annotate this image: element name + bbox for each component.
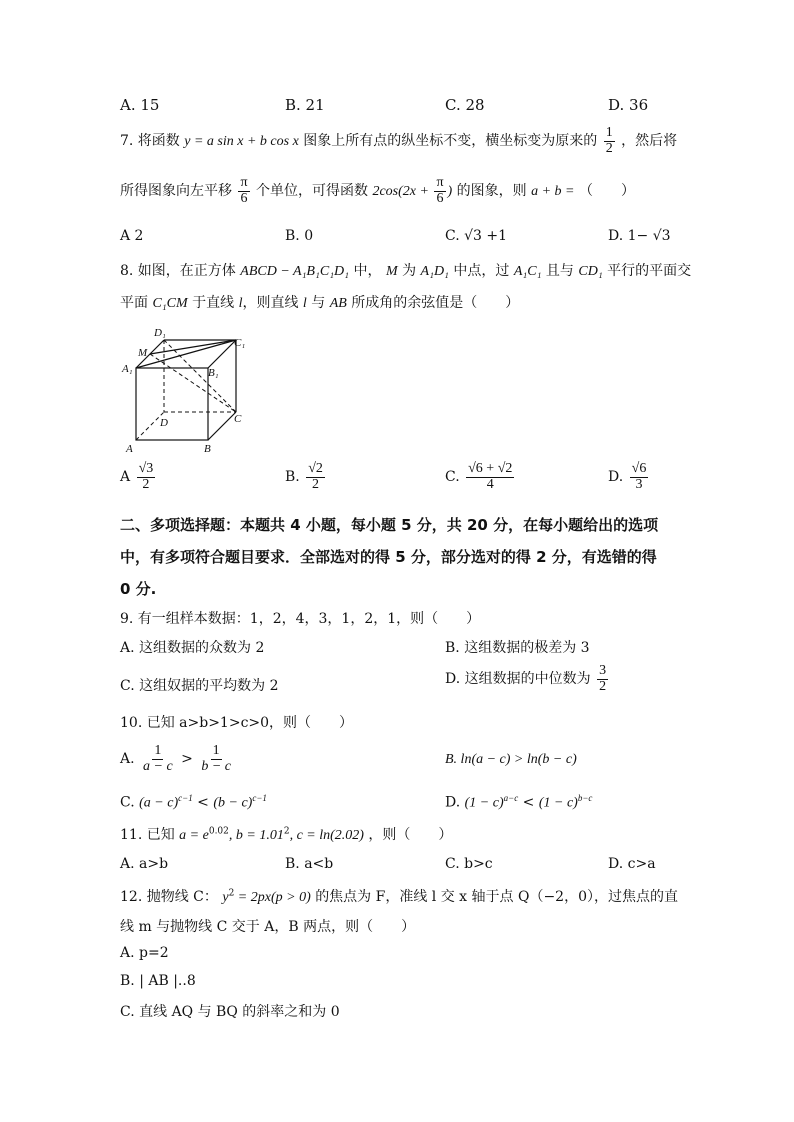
label-m: M [138, 347, 148, 359]
q9-stem: 9. 有一组样本数据：1，2，4，3，1，2，1，则（ ） [120, 611, 481, 627]
q8-line1d: 中点，过 [453, 263, 510, 279]
q7-option-c: C. √3 +1 [445, 228, 508, 244]
q7-half-fraction [604, 126, 615, 156]
q11-option-d: D. c>a [608, 856, 656, 872]
q8-line1e: 且与 [545, 263, 574, 279]
q8-ab: AB [329, 296, 347, 311]
q10-opt-a-frac2 [199, 744, 233, 774]
q10-opt-d-exp1: a−c [503, 793, 519, 803]
q10-opt-a-label: A. [120, 751, 135, 768]
q7-shift-num: π [240, 175, 248, 190]
q8-cd1: CD₁ [578, 264, 603, 279]
q10-opt-c-label: C. [120, 794, 135, 811]
q8-line2b: 于直线 [192, 295, 235, 311]
q9-opt-d-text: D. 这组数据的中位数为 [445, 671, 591, 688]
q7-target-close: ) [447, 184, 453, 200]
q8-line-1 [120, 260, 734, 280]
q8-point-m: M [385, 264, 398, 279]
q8-opt-c-fraction [466, 462, 514, 492]
q10-opt-c-base1: (a − c) [139, 795, 179, 811]
q11-option-a: A. a>b [120, 856, 169, 872]
q12-eq-y: y [222, 890, 229, 905]
q11-b-def: , b = 1.01 [228, 828, 284, 843]
q8-opt-a-fraction [137, 462, 156, 492]
q12-l1a: 12. 抛物线 C： [120, 889, 218, 905]
q11-a-def: a = e [179, 828, 209, 843]
q8-a1c1: A₁C₁ [513, 264, 542, 279]
q8-opt-c-num: √6 + √2 [468, 461, 513, 476]
q7-option-b: B. 0 [285, 228, 314, 244]
q12-eq-rest: = 2px(p > 0) [234, 890, 311, 905]
q9-option-d [445, 664, 610, 694]
q8-line-l: l [238, 296, 243, 311]
q10-opt-a-den2: b − c [201, 758, 231, 774]
q11-b-exp: 2 [283, 826, 290, 837]
q10-opt-c-base2: (b − c) [213, 795, 253, 811]
label-c1: C₁ [234, 337, 246, 349]
q7-target-num: π [436, 175, 444, 190]
q10-option-a [120, 744, 235, 774]
q8-opt-b-den: 2 [312, 476, 320, 492]
q11-prefix: 11. 已知 [120, 827, 175, 843]
q11-suffix: ，则（ ） [368, 827, 453, 843]
q10-option-d [445, 793, 592, 812]
q8-c1cm: C₁CM [152, 296, 188, 311]
q8-line2e: 所成角的余弦值是（ ） [351, 295, 520, 311]
q11-c-def: , c = ln(2.02) [289, 828, 364, 843]
q10-opt-d-base2: (1 − c) [538, 795, 578, 811]
q6-option-d: D. 36 [608, 96, 649, 114]
q11-option-c: C. b>c [445, 856, 493, 872]
q8-line2a: 平面 [120, 295, 148, 311]
q12-option-b: B. | AB |..8 [120, 973, 196, 989]
q8-cube-name: ABCD − A₁B₁C₁D₁ [240, 264, 350, 279]
q7-half-num: 1 [605, 125, 613, 140]
q8-line1a: 8. 如图，在正方体 [120, 263, 236, 279]
q8-option-a [120, 462, 157, 492]
section-2-line-3: 0 分. [120, 580, 157, 598]
q9-opt-d-den: 2 [599, 678, 607, 694]
q10-opt-c-exp2: c−1 [252, 793, 267, 803]
q10-stem: 10. 已知 a>b>1>c>0，则（ ） [120, 715, 354, 731]
q8-opt-a-num: √3 [138, 461, 154, 476]
q8-line1f: 平行的平面交 [607, 263, 692, 279]
q9-opt-d-num: 3 [599, 663, 607, 678]
q12-line-1 [120, 886, 678, 906]
label-d: D [160, 417, 168, 429]
q11-a-exp: 0.02 [208, 826, 229, 837]
q8-option-d [608, 462, 650, 492]
q9-option-b: B. 这组数据的极差为 3 [445, 640, 590, 656]
q10-option-b: B. ln(a − c) > ln(b − c) [445, 752, 577, 767]
q6-option-b: B. 21 [285, 96, 325, 114]
q8-option-b [285, 462, 327, 492]
label-a1: A₁ [122, 363, 133, 375]
q8-opt-d-den: 3 [635, 476, 643, 492]
q11-stem [120, 824, 452, 844]
q9-opt-d-fraction [597, 664, 608, 694]
q10-opt-d-lt: < [518, 794, 539, 811]
q8-a1d1: A₁D₁ [420, 264, 449, 279]
q7-line-2 [120, 176, 734, 206]
q8-line2c: ，则直线 [242, 295, 299, 311]
label-a: A [126, 443, 133, 454]
q8-line1c: 为 [402, 263, 417, 279]
q7-prefix: 7. 将函数 [120, 133, 180, 150]
q7-half-den: 2 [605, 140, 613, 156]
q7-mid2: ，然后将 [621, 133, 678, 150]
q10-opt-a-num1: 1 [154, 743, 162, 758]
q8-line-l-2: l [302, 296, 307, 311]
q10-opt-d-exp2: b−c [577, 793, 593, 803]
q7-line2b: 个单位，可得函数 [255, 183, 368, 200]
label-b1: B₁ [208, 367, 219, 379]
q7-shift-fraction [238, 176, 249, 206]
q7-option-d: D. 1− √3 [608, 228, 671, 244]
q8-option-c [445, 462, 516, 492]
q8-opt-d-label: D. [608, 469, 624, 486]
q7-shift-den: 6 [240, 190, 248, 206]
q12-eq-exp: 2 [228, 888, 235, 899]
label-d1: D₁ [154, 327, 166, 339]
q10-opt-a-frac1 [141, 744, 175, 774]
label-b: B [204, 443, 211, 454]
q8-line-2 [120, 292, 734, 312]
q10-option-c [120, 793, 267, 812]
q7-ask: a + b = [531, 184, 575, 200]
q7-function: y = a sin x + b cos x [184, 134, 299, 150]
q10-opt-a-gt: > [181, 751, 193, 768]
q7-paren: （ ） [578, 183, 635, 200]
q12-option-c: C. 直线 AQ 与 BQ 的斜率之和为 0 [120, 1004, 340, 1020]
q8-line1b: 中， [353, 263, 382, 279]
q7-target-den: 6 [436, 190, 444, 206]
q7-target-fraction [434, 176, 445, 206]
q10-opt-a-den1: a − c [143, 758, 173, 774]
q10-opt-d-base1: (1 − c) [464, 795, 504, 811]
q10-opt-c-lt: < [192, 794, 214, 811]
q7-line2c: 的图象，则 [456, 183, 527, 200]
q10-opt-c-exp1: c−1 [178, 793, 193, 803]
q12-line-2: 线 m 与抛物线 C 交于 A，B 两点，则（ ） [120, 919, 416, 935]
q8-opt-c-den: 4 [486, 476, 494, 492]
q8-opt-b-label: B. [285, 469, 300, 486]
q7-mid1: 图象上所有点的纵坐标不变，横坐标变为原来的 [303, 133, 598, 150]
q7-line-1 [120, 126, 734, 156]
label-c: C [234, 413, 242, 425]
q8-opt-a-label: A [120, 469, 131, 486]
q7-option-a: A 2 [120, 228, 144, 244]
q6-option-a: A. 15 [120, 96, 160, 114]
q7-line2a: 所得图象向左平移 [120, 183, 232, 200]
q8-opt-d-fraction [630, 462, 649, 492]
q9-option-a: A. 这组数据的众数为 2 [120, 640, 265, 656]
q8-opt-a-den: 2 [142, 476, 150, 492]
q8-opt-d-num: √6 [631, 461, 647, 476]
q11-option-b: B. a<b [285, 856, 334, 872]
q10-opt-a-num2: 1 [212, 743, 220, 758]
section-2-line-2: 中，有多项符合题目要求．全部选对的得 5 分，部分选对的得 2 分，有选错的得 [120, 548, 657, 566]
q7-target: 2cos(2x + [372, 184, 433, 200]
q6-option-c: C. 28 [445, 96, 485, 114]
q9-option-c: C. 这组奴据的平均数为 2 [120, 678, 279, 694]
section-2-line-1: 二、多项选择题：本题共 4 小题，每小题 5 分，共 20 分，在每小题给出的选项 [120, 516, 659, 534]
q12-option-a: A. p=2 [120, 945, 169, 961]
q8-opt-b-num: √2 [308, 461, 323, 476]
q8-opt-b-fraction [306, 462, 325, 492]
q8-opt-c-label: C. [445, 469, 460, 486]
q8-line2d: 与 [311, 295, 326, 311]
q8-cube-figure [118, 322, 258, 454]
q10-opt-d-label: D. [445, 794, 461, 811]
q12-l1b: 的焦点为 F，准线 l 交 x 轴于点 Q（−2，0），过焦点的直 [315, 889, 678, 905]
